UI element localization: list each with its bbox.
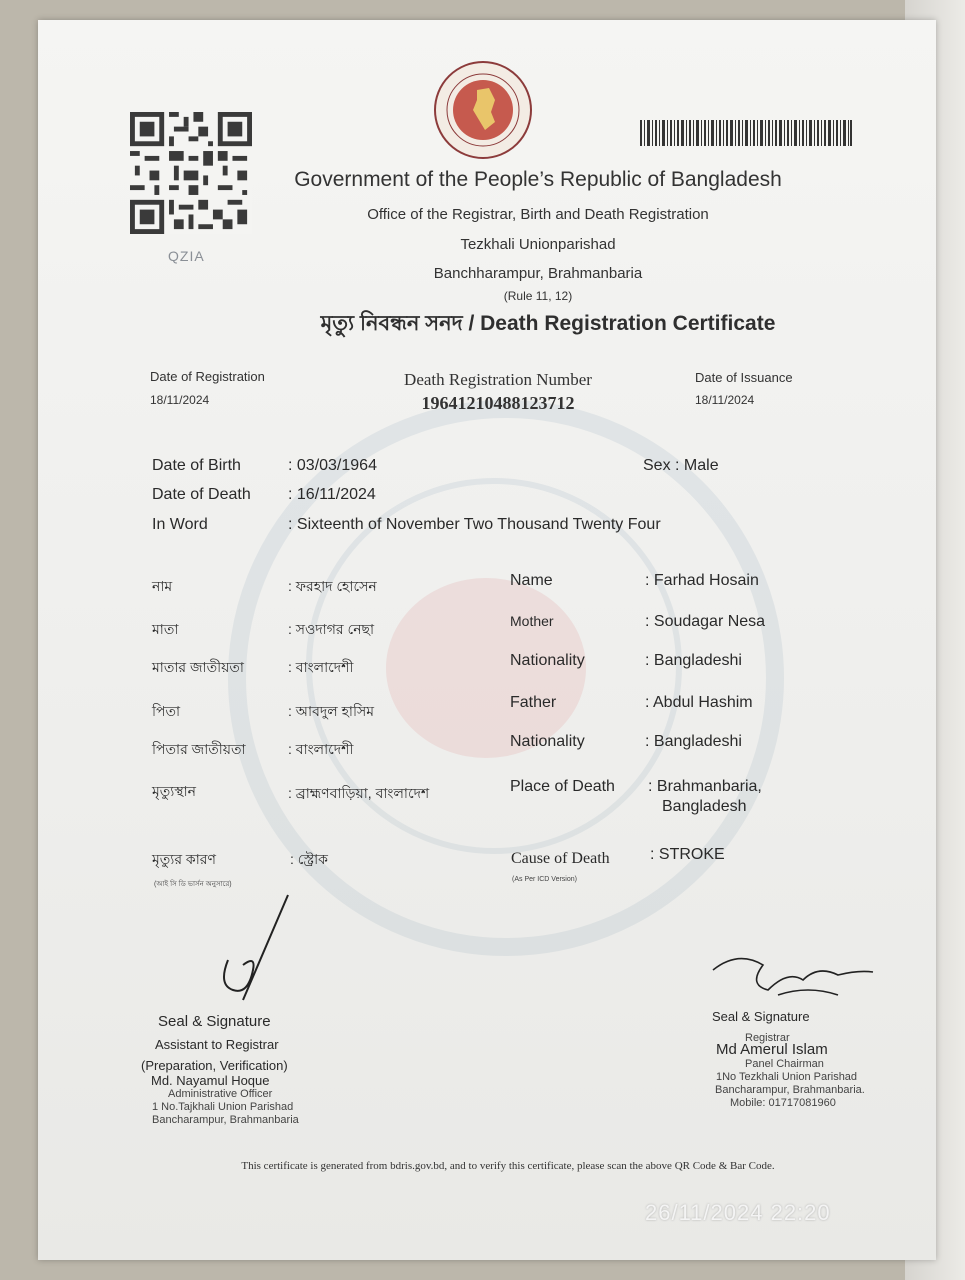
mother-bn-value: : সওদাগর নেছা: [288, 621, 375, 637]
in-word-value: : Sixteenth of November Two Thousand Twenty Four: [288, 516, 661, 533]
in-word-label: In Word: [152, 516, 208, 533]
office-heading: Office of the Registrar, Birth and Death Registration: [367, 206, 709, 223]
mother-nationality-value: : Bangladeshi: [645, 652, 742, 669]
registration-date-value: 18/11/2024: [150, 393, 210, 407]
right-mobile: Mobile: 01717081960: [730, 1097, 836, 1109]
death-date-label: Date of Death: [152, 486, 251, 503]
photo-timestamp: 26/11/2024 22:20: [645, 1200, 831, 1225]
name-bn-label: নাম: [152, 578, 173, 594]
cause-of-death-value: : STROKE: [650, 846, 725, 863]
right-seal-label: Seal & Signature: [712, 1009, 810, 1024]
cause-of-death-bn-value: : স্ট্রোক: [290, 851, 328, 867]
government-emblem-icon: [433, 60, 533, 160]
father-nationality-value: : Bangladeshi: [645, 733, 742, 750]
qr-code-icon[interactable]: [130, 112, 252, 234]
qr-label: QZIA: [168, 248, 205, 264]
father-value: : Abdul Hashim: [645, 694, 753, 711]
registration-number-value: 19641210488123712: [421, 393, 575, 413]
barcode-icon[interactable]: [640, 120, 852, 146]
right-name: Md Amerul Islam: [716, 1041, 828, 1058]
name-bn-value: : ফরহাদ হোসেন: [288, 578, 377, 594]
father-nationality-bn-label: পিতার জাতীয়তা: [152, 741, 246, 757]
registration-number-label: Death Registration Number: [404, 370, 592, 389]
cause-of-death-label: Cause of Death: [511, 850, 610, 867]
left-name: Md. Nayamul Hoque: [151, 1073, 270, 1088]
mother-value: : Soudagar Nesa: [645, 613, 766, 630]
father-bn-label: পিতা: [152, 703, 181, 719]
left-prep: (Preparation, Verification): [141, 1058, 288, 1073]
birth-date-value: : 03/03/1964: [288, 457, 377, 474]
right-org: 1No Tezkhali Union Parishad: [716, 1071, 858, 1083]
assistant-signature-icon: [198, 890, 298, 1020]
birth-date-label: Date of Birth: [152, 457, 241, 474]
place-of-death-bn-label: মৃত্যুস্থান: [152, 783, 197, 799]
sex-value: Sex : Male: [643, 457, 719, 474]
place-of-death-value-1: : Brahmanbaria,: [648, 778, 762, 795]
father-label: Father: [510, 694, 557, 711]
registrar-signature-icon: [708, 950, 878, 1010]
certificate-title: মৃত্যু নিবন্ধন সনদ / Death Registration Certificate: [320, 312, 776, 335]
issuance-date-value: 18/11/2024: [695, 393, 755, 407]
issuance-date-label: Date of Issuance: [695, 370, 793, 385]
father-bn-value: : আবদুল হাসিম: [288, 703, 375, 719]
right-location: Bancharampur, Brahmanbaria.: [715, 1084, 865, 1096]
cause-of-death-note: (As Per ICD Version): [512, 876, 577, 883]
union-heading: Tezkhali Unionparishad: [460, 236, 616, 253]
mother-label: Mother: [510, 613, 554, 629]
left-org: 1 No.Tajkhali Union Parishad: [152, 1101, 294, 1113]
death-date-value: : 16/11/2024: [288, 486, 376, 503]
location-heading: Banchharampur, Brahmanbaria: [433, 265, 643, 282]
name-value: : Farhad Hosain: [645, 572, 759, 589]
mother-nationality-label: Nationality: [510, 652, 585, 669]
left-title: Administrative Officer: [168, 1088, 273, 1100]
certificate-paper: [38, 20, 936, 1260]
government-heading: Government of the People’s Republic of Bangladesh: [294, 168, 782, 191]
right-title: Panel Chairman: [745, 1058, 824, 1070]
place-of-death-bn-value: : ব্রাহ্মণবাড়িয়া, বাংলাদেশ: [288, 785, 430, 801]
place-of-death-value-2: Bangladesh: [662, 798, 747, 815]
father-nationality-label: Nationality: [510, 733, 585, 750]
place-of-death-label: Place of Death: [510, 778, 615, 795]
left-location: Bancharampur, Brahmanbaria: [152, 1114, 299, 1126]
father-nationality-bn-value: : বাংলাদেশী: [288, 741, 354, 757]
right-role: Registrar: [745, 1032, 790, 1044]
cause-of-death-bn-note: (আই সি ডি ভার্সন অনুসারে): [154, 881, 232, 888]
mother-nationality-bn-label: মাতার জাতীয়তা: [152, 659, 244, 675]
registration-date-label: Date of Registration: [150, 369, 265, 384]
name-label: Name: [510, 572, 553, 589]
left-role: Assistant to Registrar: [155, 1037, 279, 1052]
mother-bn-label: মাতা: [152, 621, 179, 637]
verification-footer: This certificate is generated from bdris.gov.bd, and to verify this certificate, please scan the above QR Code & Bar Code.: [241, 1160, 775, 1172]
cause-of-death-bn-label: মৃত্যুর কারণ: [152, 851, 216, 867]
left-seal-label: Seal & Signature: [158, 1013, 271, 1030]
mother-nationality-bn-value: : বাংলাদেশী: [288, 659, 354, 675]
rule-reference: (Rule 11, 12): [503, 289, 573, 303]
